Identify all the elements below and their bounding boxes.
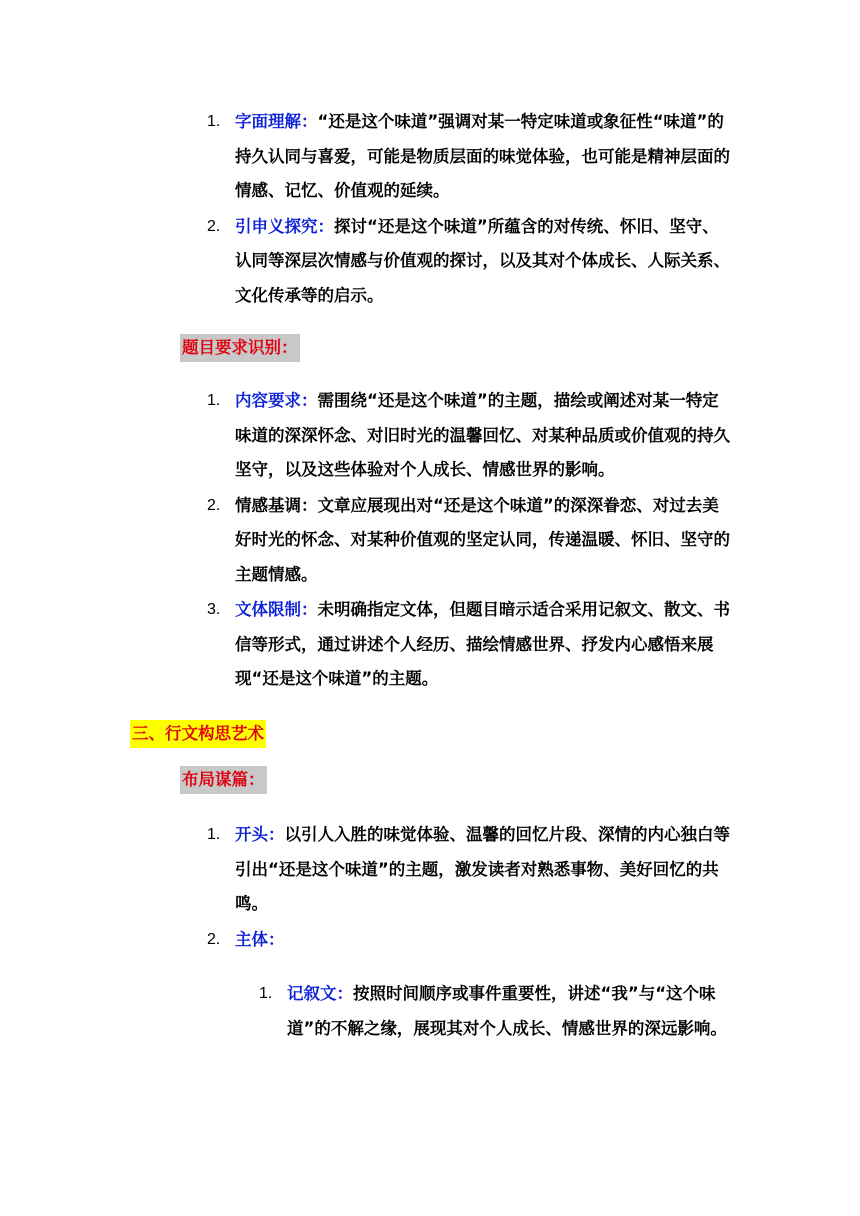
list-item (207, 818, 735, 922)
item-text: 情感基调：文章应展现出对“还是这个味道”的深深眷恋、对过去美好时光的怀念、对某种价值观的坚定认同，传递温暖、怀旧、坚守的主题情感。 (235, 495, 730, 584)
list-number: 2. (207, 496, 221, 514)
list-item (207, 923, 735, 958)
list-item (207, 105, 735, 209)
item-label: 引申义探究： (235, 216, 334, 236)
body-sublist (259, 977, 735, 1047)
list-item (207, 210, 735, 314)
understanding-list (207, 105, 735, 314)
list-number: 3. (207, 601, 221, 618)
list-item (207, 593, 735, 697)
layout-heading: 布局谋篇： (180, 766, 267, 794)
item-label: 主体： (235, 929, 285, 949)
requirements-heading: 题目要求识别： (180, 334, 300, 362)
requirements-list (207, 384, 735, 698)
list-item (207, 489, 735, 593)
section-heading: 三、行文构思艺术 (130, 720, 266, 748)
item-text: 以引人入胜的味觉体验、温馨的回忆片段、深情的内心独白等引出“还是这个味道”的主题，激发读者对熟悉事物、美好回忆的共鸣。 (235, 825, 730, 913)
list-item (207, 384, 735, 488)
item-label: 内容要求： (235, 391, 318, 410)
list-number: 1. (207, 392, 221, 409)
list-number: 2. (207, 217, 221, 235)
item-text: 探讨“还是这个味道”所蕴含的对传统、怀旧、坚守、认同等深层次情感与价值观的探讨，以及其对个体成长、人际关系、文化传承等的启示。 (235, 216, 730, 305)
item-text: 需围绕“还是这个味道”的主题，描绘或阐述对某一特定味道的深深怀念、对旧时光的温馨回忆、对某种品质或价值观的持久坚守，以及这些体验对个人成长、情感世界的影响。 (235, 391, 730, 479)
list-number: 1. (259, 985, 273, 1002)
item-text: 按照时间顺序或事件重要性，讲述“我”与“这个味道”的不解之缘，展现其对个人成长、情感世界的深远影响。 (287, 984, 727, 1038)
list-number: 1. (207, 826, 221, 843)
item-text: “还是这个味道”强调对某一特定味道或象征性“味道”的持久认同与喜爱，可能是物质层面的味觉体验，也可能是精神层面的情感、记忆、价值观的延续。 (235, 112, 730, 200)
item-label: 开头： (235, 825, 285, 844)
list-item (259, 977, 735, 1046)
layout-list (207, 818, 735, 958)
item-text: 未明确指定文体，但题目暗示适合采用记叙文、散文、书信等形式，通过讲述个人经历、描绘情感世界、抒发内心感悟来展现“还是这个味道”的主题。 (235, 600, 730, 688)
list-number: 1. (207, 113, 221, 130)
item-label: 文体限制： (235, 600, 318, 619)
list-number: 2. (207, 930, 221, 948)
item-label: 记叙文： (287, 984, 353, 1003)
item-label: 字面理解： (235, 112, 318, 131)
